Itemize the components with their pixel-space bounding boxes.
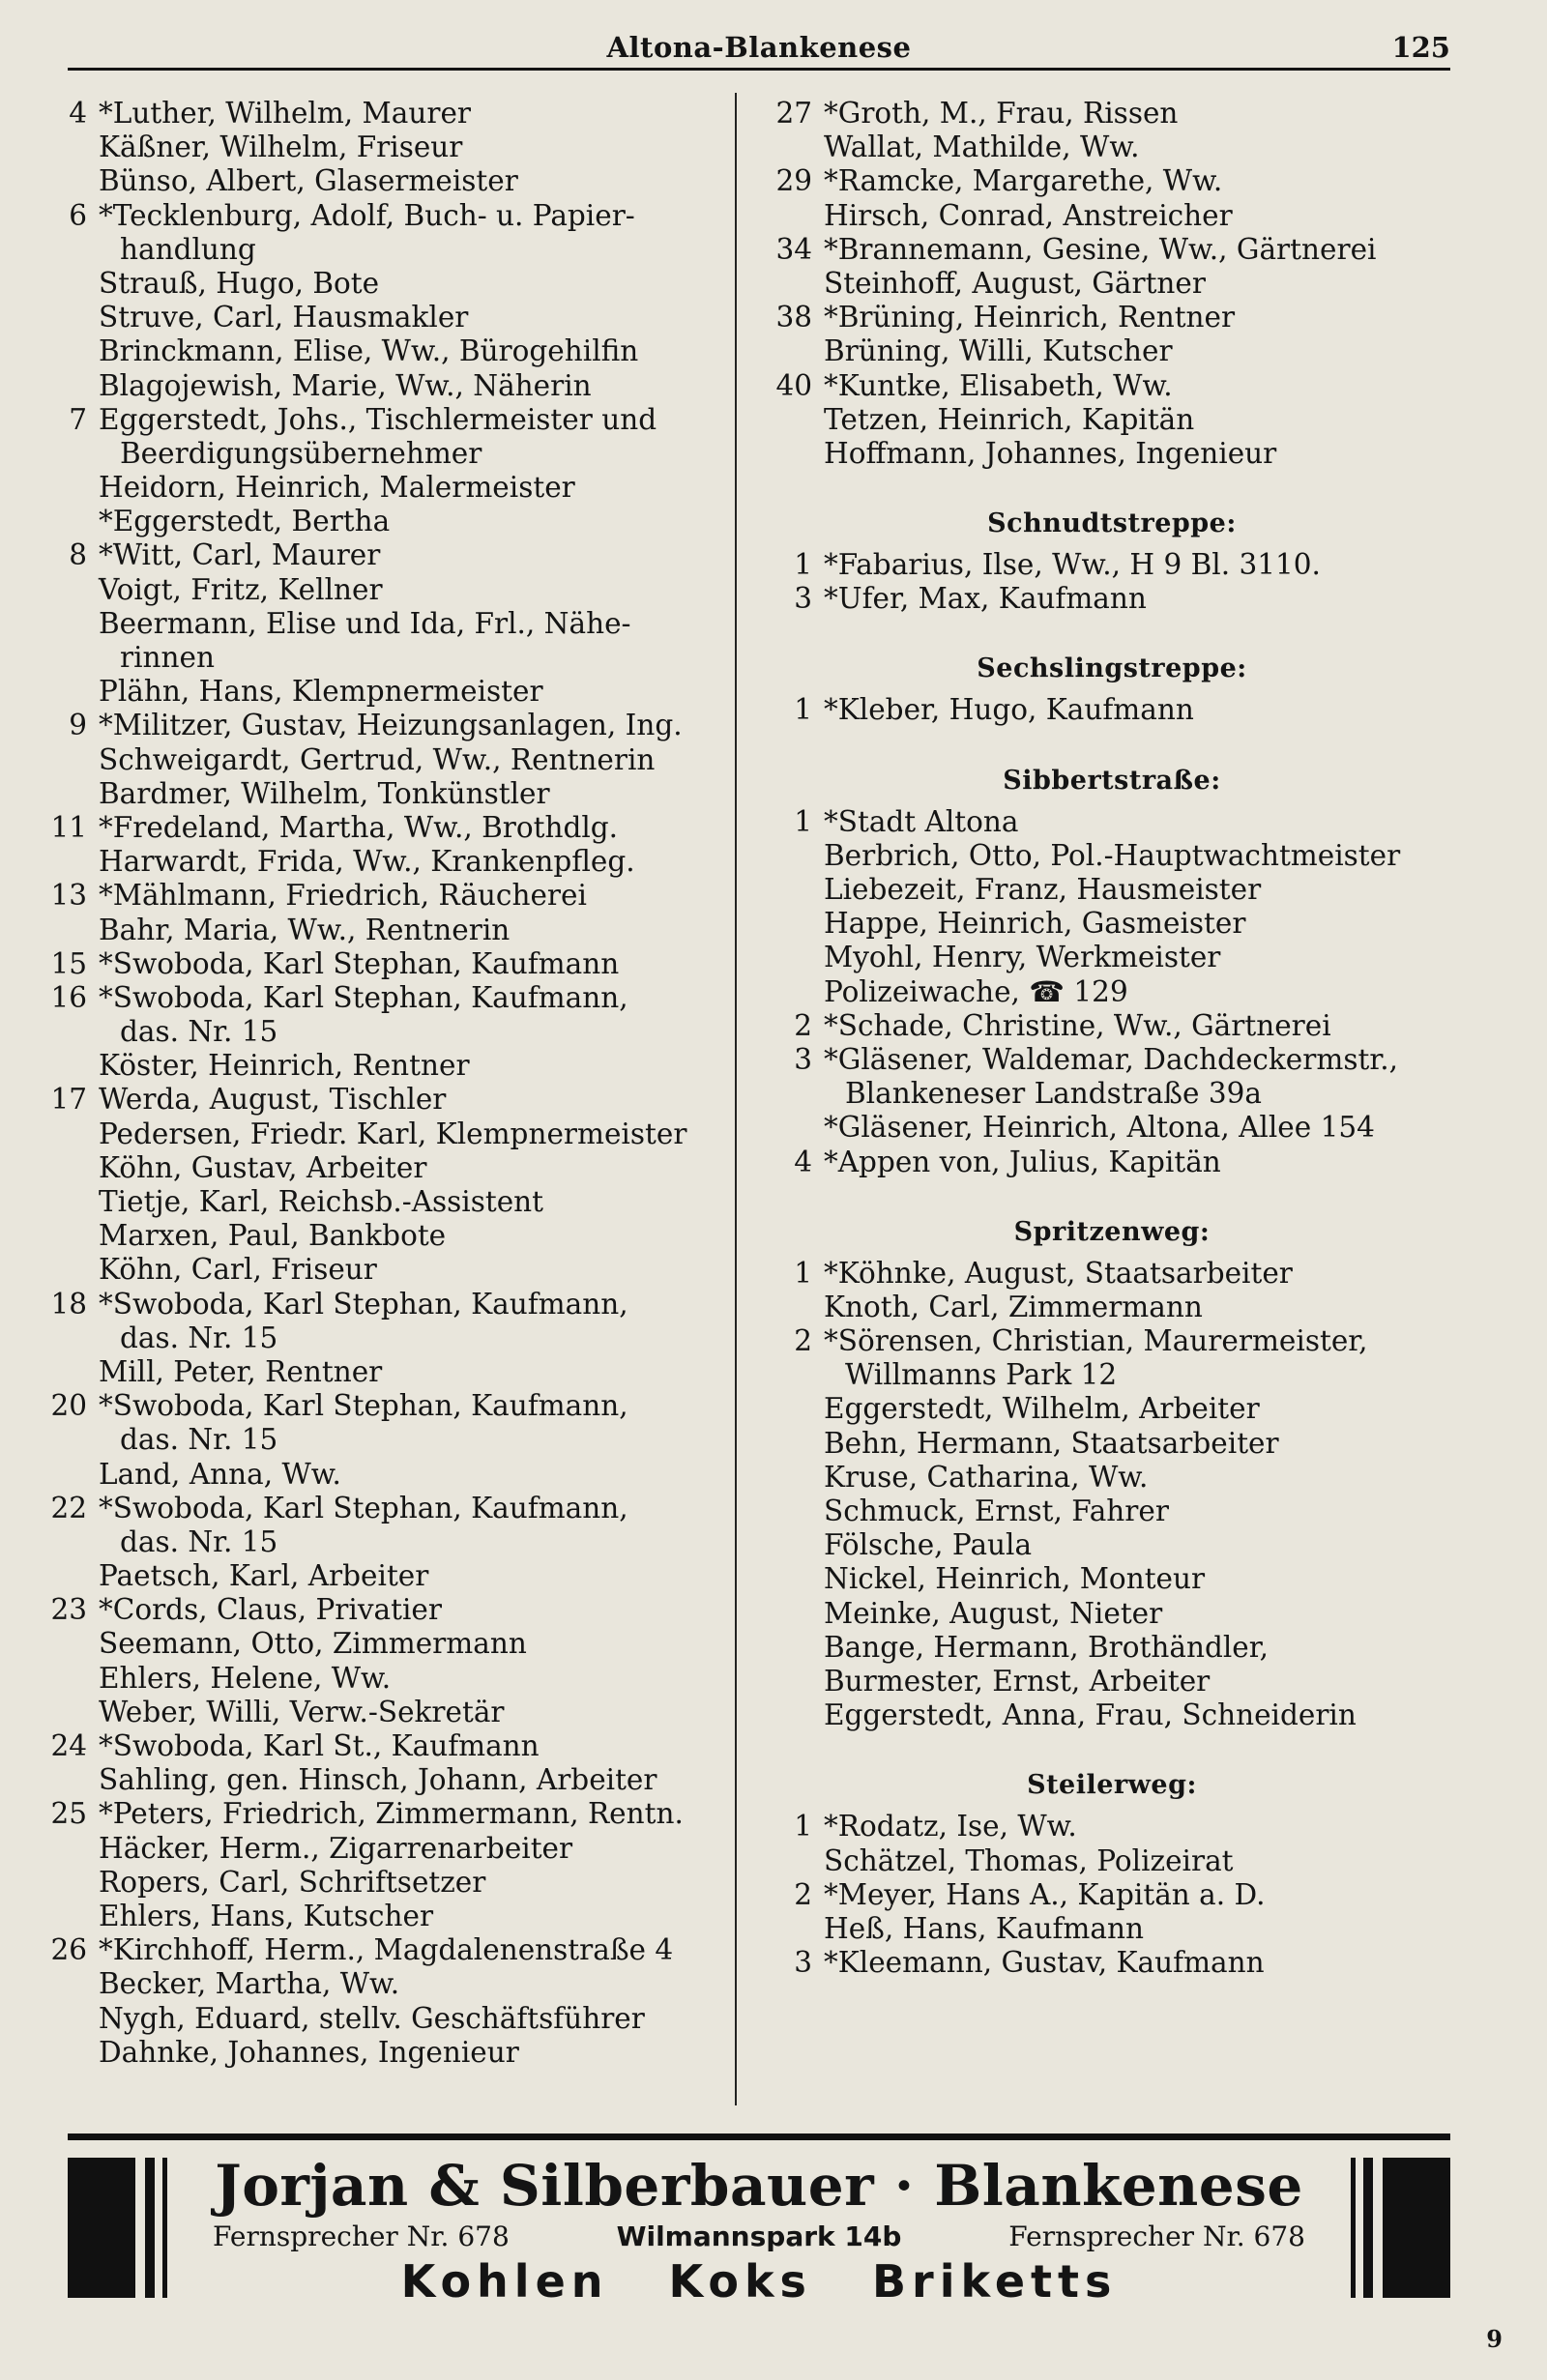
- ad-left-bar: [68, 2158, 135, 2298]
- entry-text: Heß, Hans, Kaufmann: [824, 1911, 1144, 1945]
- directory-entry: [764, 267, 1460, 301]
- directory-entry: [39, 471, 727, 505]
- directory-entry: [39, 131, 727, 164]
- directory-entry: [39, 914, 727, 947]
- directory-entry: [764, 1698, 1460, 1732]
- entry-text: Käßner, Wilhelm, Friseur: [99, 131, 463, 164]
- directory-entry: [764, 1562, 1460, 1596]
- directory-entry: [39, 505, 727, 538]
- directory-entry: [764, 1912, 1460, 1946]
- directory-entry: [764, 1111, 1460, 1145]
- directory-entry: [39, 1117, 727, 1151]
- entry-text: Meinke, August, Nieter: [824, 1596, 1163, 1630]
- section-spacer: [764, 728, 1460, 757]
- street-heading: Sechslingstreppe:: [977, 653, 1247, 684]
- entry-text: *Peters, Friedrich, Zimmermann, Rentn.: [99, 1797, 684, 1831]
- directory-entry: [39, 1559, 727, 1593]
- house-number: 24: [50, 1729, 87, 1762]
- entry-text: *Brannemann, Gesine, Ww., Gärtnerei: [824, 232, 1377, 266]
- entry-text: *Fabarius, Ilse, Ww., H 9 Bl. 3110.: [824, 548, 1321, 582]
- entry-text: das. Nr. 15: [120, 1524, 278, 1558]
- entry-text: *Militzer, Gustav, Heizungsanlagen, Ing.: [99, 709, 683, 742]
- entry-text: Nygh, Eduard, stellv. Geschäftsführer: [99, 2001, 645, 2035]
- directory-entry: [39, 164, 727, 198]
- directory-entry: [39, 1015, 727, 1049]
- entry-text: *Kuntke, Elisabeth, Ww.: [824, 368, 1173, 402]
- directory-entry: [764, 693, 1460, 727]
- entry-text: *Tecklenburg, Adolf, Buch- u. Papier-: [99, 198, 635, 232]
- directory-entry: [764, 1597, 1460, 1631]
- house-number: 13: [50, 879, 87, 913]
- entry-text: Land, Anna, Ww.: [99, 1457, 341, 1491]
- entry-text: *Stadt Altona: [824, 804, 1019, 838]
- directory-entry: [764, 975, 1460, 1009]
- directory-entry: [764, 941, 1460, 974]
- directory-entry: [764, 1528, 1460, 1562]
- entry-text: *Witt, Carl, Maurer: [99, 538, 381, 572]
- directory-entry: [764, 334, 1460, 368]
- house-number: 8: [69, 538, 87, 572]
- entry-text: Schmuck, Ernst, Fahrer: [824, 1495, 1169, 1527]
- entry-text: Sahling, gen. Hinsch, Johann, Arbeiter: [99, 1763, 657, 1797]
- directory-entry: [39, 641, 727, 675]
- entry-text: *Ramcke, Margarethe, Ww.: [824, 164, 1223, 198]
- entry-text: das. Nr. 15: [120, 1423, 278, 1457]
- entry-text: Strauß, Hugo, Bote: [99, 266, 380, 300]
- directory-entry: [39, 1593, 727, 1627]
- entry-text: Bardmer, Wilhelm, Tonkünstler: [99, 776, 550, 810]
- entry-text: *Schade, Christine, Ww., Gärtnerei: [824, 1008, 1331, 1042]
- entry-text: Ropers, Carl, Schriftsetzer: [99, 1865, 486, 1899]
- entry-text: Behn, Hermann, Staatsarbeiter: [824, 1426, 1279, 1460]
- directory-entry: [764, 369, 1460, 403]
- entry-text: Burmester, Ernst, Arbeiter: [824, 1664, 1211, 1698]
- directory-entry: [764, 1665, 1460, 1698]
- entry-text: Dahnke, Johannes, Ingenieur: [99, 2035, 519, 2069]
- entry-text: Bahr, Maria, Ww., Rentnerin: [99, 913, 511, 946]
- house-number: 17: [50, 1083, 87, 1117]
- entry-text: Bünso, Albert, Glasermeister: [99, 164, 518, 198]
- entry-text: Liebezeit, Franz, Hausmeister: [824, 873, 1262, 906]
- entry-text: Brüning, Willi, Kutscher: [824, 334, 1173, 368]
- entry-text: *Eggerstedt, Bertha: [99, 505, 391, 538]
- section-spacer: [764, 1732, 1460, 1761]
- directory-entry: [39, 233, 727, 267]
- directory-entry: [39, 2036, 727, 2070]
- directory-entry: [764, 1077, 1460, 1111]
- directory-entry: [39, 1967, 727, 2001]
- entry-text: das. Nr. 15: [120, 1015, 278, 1049]
- entry-text: *Ufer, Max, Kaufmann: [824, 582, 1147, 616]
- entry-text: Berbrich, Otto, Pol.-Hauptwachtmeister: [824, 838, 1401, 872]
- directory-entry: [764, 582, 1460, 616]
- house-number: 1: [794, 1810, 812, 1843]
- directory-entry: [764, 1291, 1460, 1324]
- directory-entry: [39, 2002, 727, 2036]
- entry-text: *Gläsener, Heinrich, Altona, Allee 154: [824, 1111, 1375, 1145]
- directory-entry: [39, 1492, 727, 1525]
- directory-entry: [39, 1729, 727, 1763]
- entry-text: Weber, Willi, Verw.-Sekretär: [99, 1695, 505, 1728]
- directory-entry: [39, 403, 727, 437]
- house-number: 29: [775, 164, 812, 198]
- entry-text: Beerdigungsübernehmer: [120, 436, 482, 470]
- entry-text: Fölsche, Paula: [824, 1528, 1033, 1562]
- entry-text: Häcker, Herm., Zigarrenarbeiter: [99, 1831, 573, 1865]
- directory-entry: [39, 1185, 727, 1219]
- house-number: 20: [50, 1389, 87, 1423]
- entry-text: *Swoboda, Karl Stephan, Kaufmann,: [99, 980, 628, 1014]
- directory-entry: [39, 1288, 727, 1321]
- house-number: 16: [50, 980, 87, 1014]
- directory-entry: [764, 164, 1460, 198]
- directory-entry: [764, 1257, 1460, 1291]
- house-number: 1: [794, 804, 812, 838]
- directory-entry: [764, 548, 1460, 582]
- house-number: 11: [50, 810, 87, 844]
- entry-text: Köhn, Carl, Friseur: [99, 1253, 377, 1287]
- directory-entry: [39, 573, 727, 607]
- entry-text: *Swoboda, Karl Stephan, Kaufmann: [99, 946, 620, 980]
- house-number: 7: [69, 402, 87, 436]
- right-column: [764, 97, 1460, 1980]
- directory-entry: [764, 839, 1460, 873]
- entry-text: *Mählmann, Friedrich, Räucherei: [99, 879, 587, 913]
- directory-entry: [764, 301, 1460, 334]
- directory-entry: [764, 1324, 1460, 1358]
- directory-entry: [39, 1696, 727, 1729]
- entry-text: *Luther, Wilhelm, Maurer: [99, 97, 472, 130]
- house-number: 2: [794, 1324, 812, 1358]
- entry-text: *Cords, Claus, Privatier: [99, 1593, 442, 1627]
- house-number: 38: [775, 301, 812, 334]
- directory-entry: [764, 1427, 1460, 1461]
- house-number: 1: [794, 1256, 812, 1290]
- entry-text: Nickel, Heinrich, Monteur: [824, 1562, 1206, 1596]
- entry-text: Polizeiwache, ☎ 129: [824, 974, 1128, 1008]
- directory-entry: [764, 1358, 1460, 1392]
- section-spacer: [764, 1179, 1460, 1208]
- entry-text: *Swoboda, Karl Stephan, Kaufmann,: [99, 1287, 628, 1321]
- entry-text: handlung: [120, 232, 256, 266]
- house-number: 15: [50, 946, 87, 980]
- directory-entry: [39, 1253, 727, 1287]
- directory-entry: [39, 1662, 727, 1696]
- ad-company-name: Jorjan & Silberbauer · Blankenese: [215, 2153, 1303, 2219]
- ad-products: Kohlen Koks Briketts: [400, 2255, 1118, 2307]
- entry-text: Hoffmann, Johannes, Ingenieur: [824, 436, 1277, 470]
- directory-entry: [764, 1495, 1460, 1528]
- entry-text: Brinckmann, Elise, Ww., Bürogehilfin: [99, 334, 639, 368]
- directory-entry: [764, 1878, 1460, 1912]
- entry-text: Becker, Martha, Ww.: [99, 1967, 400, 2001]
- directory-entry: [39, 1900, 727, 1933]
- entry-text: *Swoboda, Karl St., Kaufmann: [99, 1729, 540, 1762]
- directory-entry: [764, 907, 1460, 941]
- page-number: 125: [1391, 31, 1450, 64]
- entry-text: Köhn, Gustav, Arbeiter: [99, 1150, 427, 1184]
- house-number: 3: [794, 1946, 812, 1980]
- ad-right-bar-thin: [1363, 2158, 1373, 2298]
- directory-entry: [39, 1423, 727, 1457]
- directory-entry: [39, 1321, 727, 1355]
- directory-entry: [764, 1009, 1460, 1043]
- corner-mark: 9: [1486, 2325, 1503, 2353]
- ad-contact-line: [213, 2220, 1305, 2254]
- directory-entry: [39, 1832, 727, 1866]
- entry-text: Eggerstedt, Wilhelm, Arbeiter: [824, 1392, 1260, 1426]
- directory-entry: [764, 199, 1460, 233]
- house-number: 9: [69, 709, 87, 742]
- entry-text: Heidorn, Heinrich, Malermeister: [99, 471, 575, 505]
- directory-entry: [39, 1627, 727, 1661]
- entry-text: *Swoboda, Karl Stephan, Kaufmann,: [99, 1491, 628, 1524]
- house-number: 23: [50, 1593, 87, 1627]
- house-number: 1: [794, 548, 812, 582]
- ad-phone-left: Fernsprecher Nr. 678: [213, 2220, 510, 2252]
- directory-entry: [39, 1151, 727, 1185]
- directory-entry: [39, 334, 727, 368]
- advertisement: [68, 2152, 1450, 2307]
- house-number: 6: [69, 198, 87, 232]
- directory-entry: [39, 1389, 727, 1423]
- entry-text: Plähn, Hans, Klempnermeister: [99, 675, 543, 709]
- entry-text: *Fredeland, Martha, Ww., Brothdlg.: [99, 810, 619, 844]
- entry-text: *Rodatz, Ise, Ww.: [824, 1810, 1077, 1843]
- entry-text: Struve, Carl, Hausmakler: [99, 301, 469, 334]
- directory-entry: [39, 607, 727, 641]
- ad-text: [213, 2152, 1305, 2308]
- directory-entry: [39, 1933, 727, 1967]
- street-heading: Sibbertstraße:: [1003, 765, 1221, 796]
- ad-right-bar: [1383, 2158, 1450, 2298]
- entry-text: Willmanns Park 12: [845, 1358, 1118, 1392]
- house-number: 22: [50, 1491, 87, 1524]
- ad-left-bar-hairline: [162, 2158, 167, 2298]
- entry-text: Blagojewish, Marie, Ww., Näherin: [99, 368, 592, 402]
- directory-entry: [39, 1866, 727, 1900]
- directory-entry: [39, 437, 727, 471]
- entry-text: Marxen, Paul, Bankbote: [99, 1219, 447, 1253]
- directory-entry: [39, 1525, 727, 1559]
- directory-entry: [764, 437, 1460, 471]
- page-header: [68, 25, 1450, 70]
- directory-entry: [39, 709, 727, 742]
- directory-entry: [764, 1946, 1460, 1980]
- entry-text: Voigt, Fritz, Kellner: [99, 572, 383, 606]
- directory-entry: [39, 981, 727, 1015]
- entry-text: *Sörensen, Christian, Maurermeister,: [824, 1324, 1368, 1358]
- directory-entry: [39, 538, 727, 572]
- entry-text: *Swoboda, Karl Stephan, Kaufmann,: [99, 1389, 628, 1423]
- entry-text: Beermann, Elise und Ida, Frl., Nähe-: [99, 606, 631, 640]
- directory-entry: [764, 131, 1460, 164]
- directory-entry: [39, 97, 727, 131]
- directory-entry: [39, 845, 727, 879]
- entry-text: Schätzel, Thomas, Polizeirat: [824, 1843, 1234, 1877]
- directory-entry: [39, 1763, 727, 1797]
- entry-text: Kruse, Catharina, Ww.: [824, 1460, 1149, 1494]
- house-number: 27: [775, 97, 812, 130]
- directory-entry: [764, 1461, 1460, 1495]
- entry-text: Hirsch, Conrad, Anstreicher: [824, 198, 1233, 232]
- directory-entry: [39, 1219, 727, 1253]
- directory-entry: [764, 1631, 1460, 1665]
- entry-text: Bange, Hermann, Brothändler,: [824, 1630, 1269, 1664]
- directory-entry: [39, 1049, 727, 1083]
- directory-entry: [764, 1810, 1460, 1843]
- house-number: 2: [794, 1877, 812, 1911]
- entry-text: Myohl, Henry, Werkmeister: [824, 941, 1221, 974]
- directory-entry: [39, 1083, 727, 1117]
- directory-entry: [764, 1392, 1460, 1426]
- ad-right-bar-hairline: [1351, 2158, 1356, 2298]
- directory-entry: [39, 811, 727, 845]
- entry-text: Schweigardt, Gertrud, Ww., Rentnerin: [99, 742, 656, 776]
- entry-text: Werda, August, Tischler: [99, 1083, 447, 1117]
- entry-text: Ehlers, Hans, Kutscher: [99, 1899, 434, 1932]
- entry-text: *Groth, M., Frau, Rissen: [824, 97, 1179, 130]
- house-number: 25: [50, 1797, 87, 1831]
- entry-text: *Brüning, Heinrich, Rentner: [824, 301, 1236, 334]
- directory-entry: [764, 97, 1460, 131]
- directory-entry: [39, 743, 727, 777]
- entry-text: Eggerstedt, Johs., Tischlermeister und: [99, 402, 657, 436]
- entry-text: Blankeneser Landstraße 39a: [845, 1077, 1262, 1111]
- ad-address: Wilmannspark 14b: [616, 2220, 902, 2252]
- entry-text: Harwardt, Frida, Ww., Krankenpfleg.: [99, 845, 635, 879]
- directory-entry: [39, 199, 727, 233]
- entry-text: Steinhoff, August, Gärtner: [824, 266, 1206, 300]
- header-rule: [68, 68, 1450, 71]
- entry-text: *Appen von, Julius, Kapitän: [824, 1145, 1221, 1178]
- street-heading: Steilerweg:: [1027, 1770, 1197, 1801]
- directory-entry: [764, 1146, 1460, 1179]
- entry-text: Happe, Heinrich, Gasmeister: [824, 907, 1246, 941]
- house-number: 3: [794, 582, 812, 616]
- entry-text: *Meyer, Hans A., Kapitän a. D.: [824, 1877, 1266, 1911]
- house-number: 18: [50, 1287, 87, 1321]
- entry-text: das. Nr. 15: [120, 1321, 278, 1354]
- entry-text: Ehlers, Helene, Ww.: [99, 1661, 392, 1695]
- house-number: 1: [794, 693, 812, 727]
- advertisement-rule: [68, 2133, 1450, 2140]
- left-column: [39, 97, 727, 2070]
- directory-entry: [39, 1355, 727, 1389]
- entry-text: Knoth, Carl, Zimmermann: [824, 1290, 1203, 1323]
- house-number: 4: [69, 97, 87, 130]
- entry-text: *Kirchhoff, Herm., Magdalenenstraße 4: [99, 1933, 674, 1967]
- street-heading: Schnudtstreppe:: [987, 508, 1237, 539]
- house-number: 26: [50, 1933, 87, 1967]
- directory-entry: [39, 1797, 727, 1831]
- directory-entry: [764, 805, 1460, 839]
- house-number: 3: [794, 1042, 812, 1076]
- entry-text: *Gläsener, Waldemar, Dachdeckermstr.,: [824, 1042, 1398, 1076]
- house-number: 2: [794, 1008, 812, 1042]
- directory-entry: [39, 1458, 727, 1492]
- directory-entry: [764, 1844, 1460, 1878]
- directory-entry: [39, 879, 727, 913]
- entry-text: Köster, Heinrich, Rentner: [99, 1049, 470, 1083]
- directory-entry: [764, 233, 1460, 267]
- entry-text: Pedersen, Friedr. Karl, Klempnermeister: [99, 1117, 687, 1150]
- entry-text: rinnen: [120, 641, 215, 674]
- ad-left-bar-thin: [145, 2158, 155, 2298]
- directory-entry: [39, 675, 727, 709]
- directory-entry: [39, 369, 727, 403]
- column-divider: [735, 93, 737, 2105]
- directory-entry: [39, 777, 727, 811]
- house-number: 34: [775, 232, 812, 266]
- entry-text: Wallat, Mathilde, Ww.: [824, 131, 1140, 164]
- entry-text: Paetsch, Karl, Arbeiter: [99, 1559, 429, 1593]
- page-title: Altona-Blankenese: [606, 31, 912, 64]
- house-number: 40: [775, 368, 812, 402]
- directory-entry: [39, 267, 727, 301]
- directory-entry: [764, 1043, 1460, 1077]
- entry-text: *Kleemann, Gustav, Kaufmann: [824, 1946, 1265, 1980]
- directory-entry: [764, 403, 1460, 437]
- entry-text: Eggerstedt, Anna, Frau, Schneiderin: [824, 1698, 1357, 1732]
- entry-text: Tietje, Karl, Reichsb.-Assistent: [99, 1185, 544, 1218]
- directory-entry: [764, 873, 1460, 907]
- street-heading: Spritzenweg:: [1013, 1216, 1211, 1247]
- directory-entry: [39, 301, 727, 334]
- entry-text: *Köhnke, August, Staatsarbeiter: [824, 1256, 1293, 1290]
- entry-text: Seemann, Otto, Zimmermann: [99, 1627, 527, 1661]
- ad-phone-right: Fernsprecher Nr. 678: [1008, 2220, 1305, 2252]
- section-spacer: [764, 471, 1460, 500]
- entry-text: *Kleber, Hugo, Kaufmann: [824, 693, 1194, 727]
- entry-text: Mill, Peter, Rentner: [99, 1354, 383, 1388]
- entry-text: Tetzen, Heinrich, Kapitän: [824, 402, 1195, 436]
- directory-entry: [39, 947, 727, 981]
- section-spacer: [764, 616, 1460, 645]
- house-number: 4: [794, 1145, 812, 1178]
